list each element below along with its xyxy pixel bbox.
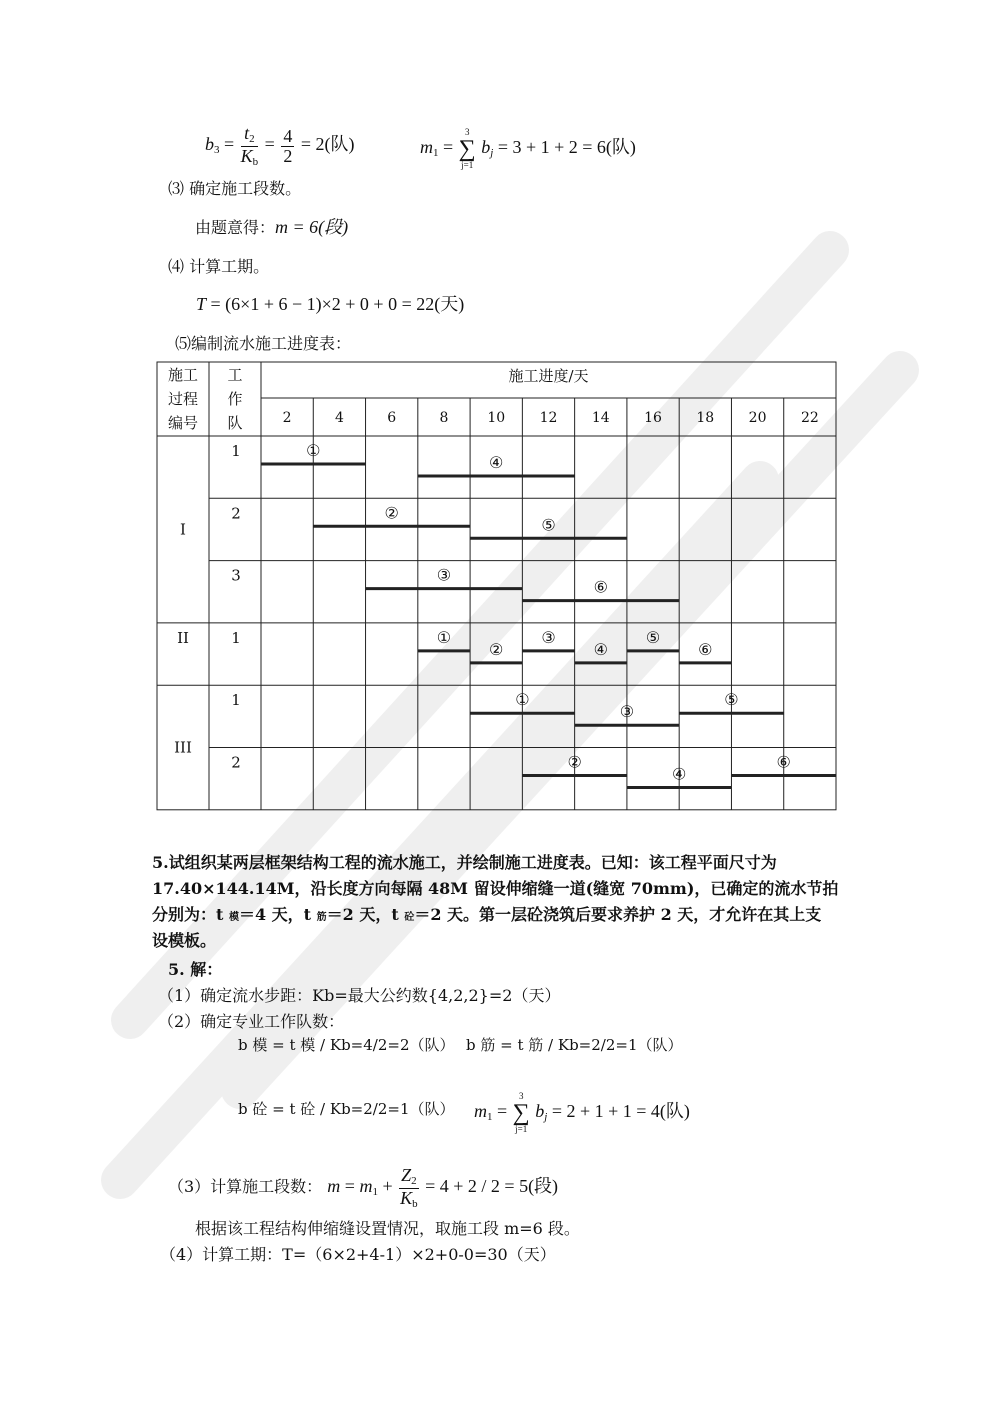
m1-result: = 3 + 1 + 2 = 6(队) <box>497 137 636 158</box>
formula-b3: $b_3$ = $\frac{t_2}{K_b}$ = $\frac{4}{2}$ = 2(队) <box>205 123 355 168</box>
segment-label: ⑥ <box>593 577 608 597</box>
segment-label: ⑤ <box>724 690 739 710</box>
formula-m1-sum: $m_1$ = 3 ∑ j=1 $b_j = 2 + 1 + 1 = 4$(队) <box>474 1091 690 1134</box>
sigma-symbol-2: 3 ∑ j=1 <box>512 1091 530 1134</box>
b3-symbol: b <box>205 134 214 155</box>
fraction-4-2: $\frac{4}{2}$ <box>283 125 293 166</box>
segment-label: ① <box>515 690 530 710</box>
step3-heading: ⑶ 确定施工段数。 <box>168 179 302 198</box>
solution5-step4: （4）计算工期：T=（6×2+4-1）×2+0-0=30（天） <box>160 1245 556 1264</box>
solution5-step2: （2）确定专业工作队数： <box>158 1012 345 1031</box>
table-border <box>157 362 836 810</box>
day-tick-label: 2 <box>282 410 292 426</box>
header-progress-title: 施工进度/天 <box>508 367 589 385</box>
header-process-text: 过程 <box>167 390 199 408</box>
group-label: I <box>180 520 186 539</box>
header-team-text: 工 <box>227 366 243 384</box>
header-process-text: 编号 <box>167 414 199 432</box>
formula-b-tong: b 砼 = t 砼 / Kb=2/2=1（队） <box>238 1100 455 1118</box>
formula-m1-top: $m_1$ = 3 ∑ j=1 $b_j = 3 + 1 + 2 = 6$(队) <box>420 127 636 170</box>
fraction-t2-kb: $\frac{t_2}{K_b}$ <box>240 123 259 168</box>
team-number: 1 <box>231 628 241 647</box>
step4-heading: ⑷ 计算工期。 <box>168 257 270 276</box>
formula-b-mo: b 模 = t 模 / Kb=4/2=2（队） <box>238 1036 455 1054</box>
step5-heading: ⑸编制流水施工进度表： <box>175 334 352 353</box>
step3-body: 由题意得：m = 6(段) <box>195 217 349 237</box>
segment-label: ⑥ <box>776 752 791 772</box>
segment-label: ④ <box>489 453 504 472</box>
problem5-line1: 5.试组织某两层框架结构工程的流水施工，并绘制施工进度表。已知：该工程平面尺寸为 <box>152 853 777 872</box>
segment-label: ⑤ <box>541 515 556 535</box>
day-tick-label: 18 <box>696 410 715 426</box>
day-tick-label: 12 <box>539 410 558 426</box>
problem5-line2: 17.40×144.14M，沿长度方向每隔 48M 留设伸缩缝一道(缝宽 70mm)，已确定的流水节拍 <box>152 879 839 898</box>
segment-label: ② <box>384 503 399 523</box>
segment-label: ① <box>306 441 321 460</box>
team-number: 2 <box>231 504 241 523</box>
team-number: 2 <box>231 753 241 772</box>
problem5-line3: 分别为：t 模＝4 天，t 筋＝2 天，t 砼＝2 天。第一层砼浇筑后要求养护 2 天，才允许在其上支 <box>152 905 822 924</box>
team-number: 3 <box>231 566 241 585</box>
day-tick-label: 8 <box>439 410 449 426</box>
group-label: II <box>177 628 189 647</box>
segment-label: ③ <box>619 702 635 722</box>
sigma-symbol: 3 ∑ j=1 <box>458 127 476 170</box>
day-tick-label: 20 <box>748 410 767 426</box>
segment-label: ⑥ <box>698 639 713 659</box>
day-tick-label: 16 <box>644 410 662 426</box>
formula-b-jin: b 筋 = t 筋 / Kb=2/2=1（队） <box>466 1036 683 1054</box>
step4-formula: T = (6×1 + 6 − 1)×2 + 0 + 0 = 22(天) <box>196 294 465 314</box>
day-tick-label: 4 <box>334 410 344 426</box>
segment-label: ③ <box>436 565 452 585</box>
solution5-step3-note: 根据该工程结构伸缩缝设置情况，取施工段 m=6 段。 <box>195 1219 580 1238</box>
day-tick-label: 10 <box>487 410 506 426</box>
problem5-line4: 设模板。 <box>152 931 217 950</box>
segment-label: ② <box>567 752 582 772</box>
segment-label: ④ <box>672 764 687 784</box>
segment-label: ④ <box>593 639 608 659</box>
segment-label: ② <box>489 639 504 659</box>
b3-result: = 2(队) <box>300 134 355 155</box>
header-process-text: 施工 <box>167 366 199 384</box>
team-number: 1 <box>231 442 241 460</box>
segment-label: ⑤ <box>645 627 661 647</box>
day-tick-label: 6 <box>387 410 397 426</box>
solution5-title: 5. 解： <box>168 960 223 979</box>
solution5-step3: （3）计算施工段数： $m = m_1$ + $\frac{Z_2}{K_b}$ = 4 + 2 / 2 = 5(段) <box>168 1165 559 1210</box>
fraction-z2-kb: $\frac{Z_2}{K_b}$ <box>400 1165 418 1210</box>
segment-label: ① <box>436 627 452 647</box>
header-team-text: 队 <box>227 414 243 432</box>
header-team-text: 作 <box>227 390 243 408</box>
solution5-step1: （1）确定流水步距：Kb=最大公约数{4,2,2}=2（天） <box>158 986 561 1005</box>
group-label: III <box>174 738 192 757</box>
day-tick-label: 14 <box>591 410 610 426</box>
segment-label: ③ <box>541 627 556 647</box>
team-number: 1 <box>231 691 241 710</box>
day-tick-label: 22 <box>800 410 819 426</box>
